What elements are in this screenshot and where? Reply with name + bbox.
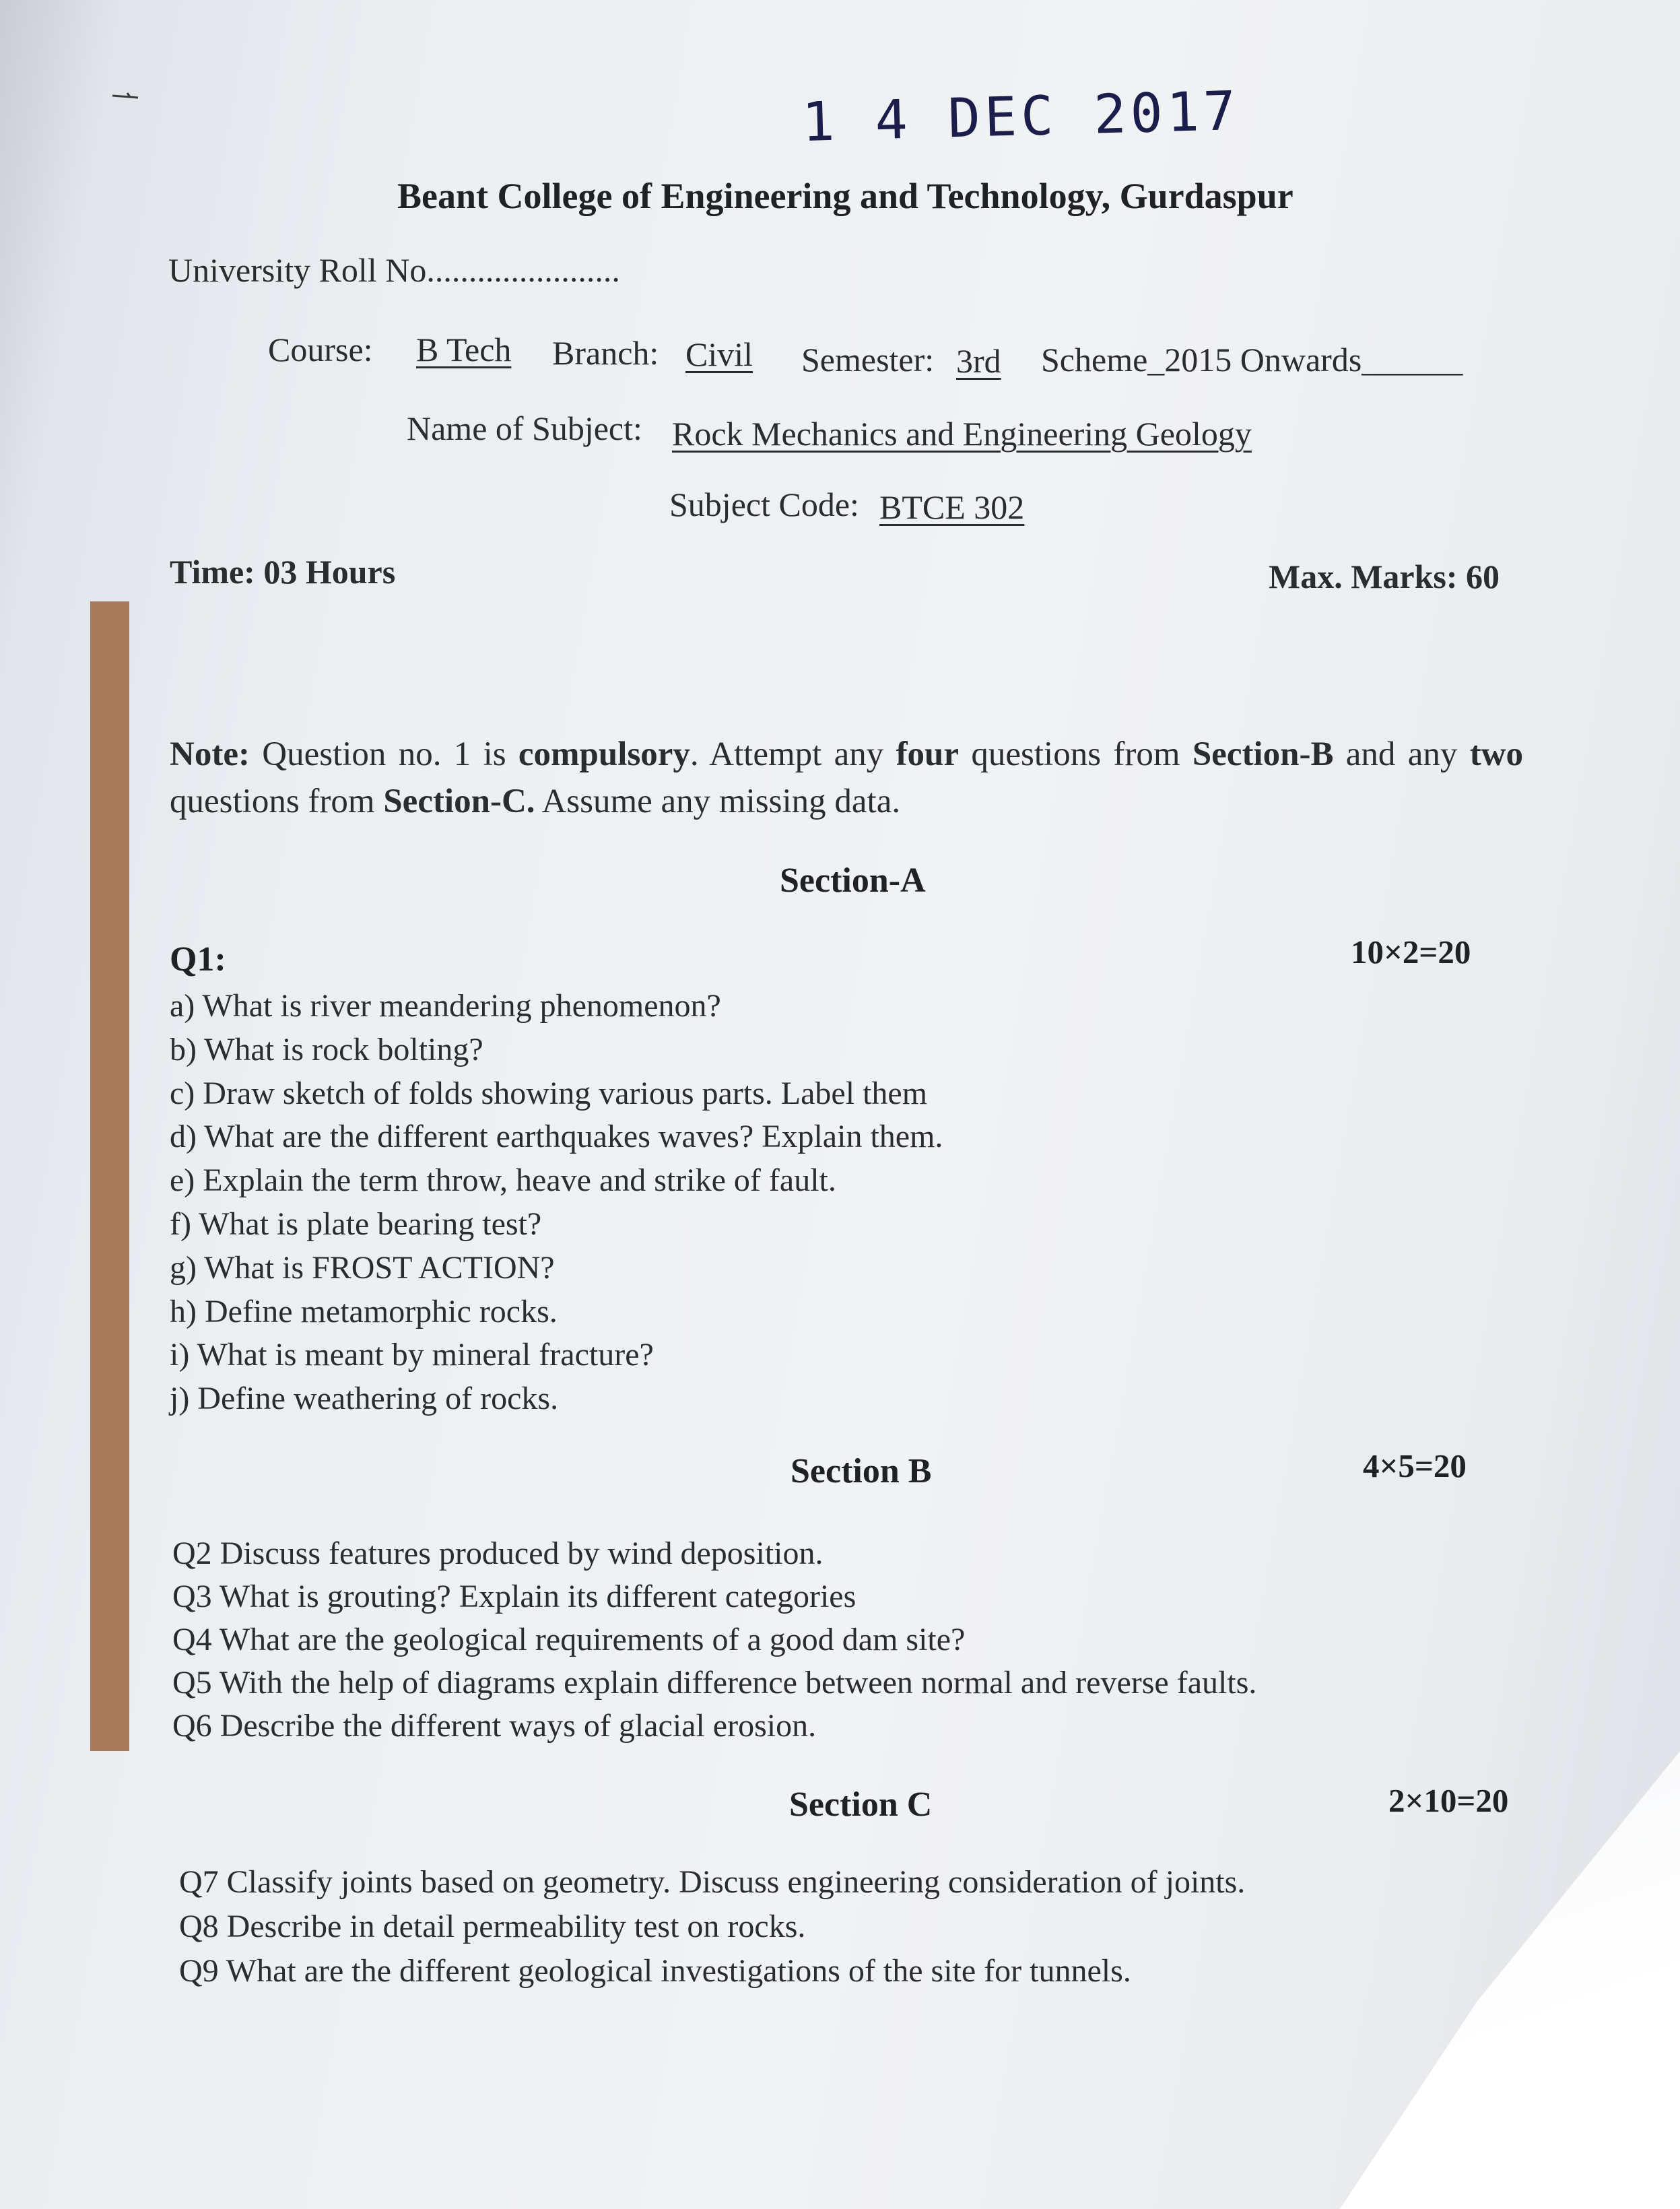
branch-value: Civil bbox=[685, 335, 753, 373]
section-b-title: Section B bbox=[791, 1452, 932, 1490]
note-text: questions from bbox=[971, 735, 1180, 773]
question-item: Q9 What are the different geological investigations of the site for tunnels. bbox=[179, 1953, 1131, 1989]
question-item: j) Define weathering of rocks. bbox=[170, 1381, 559, 1417]
branch-label: Branch: bbox=[552, 334, 659, 372]
question-item: g) What is FROST ACTION? bbox=[170, 1249, 555, 1286]
section-c-questions bbox=[179, 1860, 1245, 1993]
note-text: and any bbox=[1345, 735, 1458, 773]
question-item: b) What is rock bolting? bbox=[170, 1031, 483, 1067]
question-item: c) Draw sketch of folds showing various parts. Label them bbox=[170, 1075, 928, 1111]
section-a-title: Section-A bbox=[780, 861, 926, 900]
exam-time: Time: 03 Hours bbox=[170, 553, 396, 591]
note-emphasis: compulsory bbox=[518, 735, 690, 773]
scheme: Scheme_2015 Onwards______ bbox=[1041, 341, 1463, 378]
question-item: Q3 What is grouting? Explain its different categories bbox=[172, 1579, 856, 1614]
question-item: Q2 Discuss features produced by wind deposition. bbox=[172, 1536, 824, 1571]
binding-strip bbox=[90, 601, 129, 1751]
question-item: Q5 With the help of diagrams explain difference between normal and reverse faults. bbox=[172, 1665, 1257, 1701]
course-label: Course: bbox=[268, 331, 373, 368]
note-text: questions from bbox=[170, 783, 375, 820]
subject-code-label: Subject Code: bbox=[669, 486, 859, 523]
question-item: f) What is plate bearing test? bbox=[170, 1206, 542, 1242]
question-item: Q7 Classify joints based on geometry. Discuss engineering consideration of joints. bbox=[179, 1864, 1246, 1900]
institution-title: Beant College of Engineering and Technology, Gurdaspur bbox=[397, 176, 1293, 216]
question-item: Q6 Describe the different ways of glacial erosion. bbox=[172, 1708, 817, 1744]
semester-value: 3rd bbox=[956, 342, 1001, 380]
question-item: e) Explain the term throw, heave and strike of fault. bbox=[170, 1162, 836, 1199]
question-item: h) Define metamorphic rocks. bbox=[170, 1293, 558, 1329]
note-text: . Attempt any bbox=[690, 735, 884, 773]
question-item: i) What is meant by mineral fracture? bbox=[170, 1337, 654, 1373]
question-1-label: Q1: bbox=[170, 940, 226, 979]
question-item: Q8 Describe in detail permeability test on rocks. bbox=[179, 1909, 806, 1944]
note-emphasis: two bbox=[1469, 735, 1524, 773]
question-item: a) What is river meandering phenomenon? bbox=[170, 988, 721, 1024]
subject-label: Name of Subject: bbox=[407, 409, 642, 447]
note-label: Note: bbox=[170, 735, 250, 773]
section-a-questions bbox=[170, 985, 943, 1421]
section-c-marks: 2×10=20 bbox=[1388, 1782, 1509, 1819]
note-emphasis: Section-B bbox=[1192, 735, 1334, 773]
course-value: B Tech bbox=[416, 331, 512, 368]
section-c-title: Section C bbox=[789, 1785, 933, 1824]
note-text: Question no. 1 is bbox=[262, 735, 506, 773]
note-emphasis: four bbox=[896, 735, 960, 773]
section-b-marks: 4×5=20 bbox=[1363, 1447, 1467, 1484]
question-item: Q4 What are the geological requirements of a good dam site? bbox=[172, 1622, 966, 1657]
note-text: Assume any missing data. bbox=[541, 783, 901, 820]
roll-number: University Roll No....................... bbox=[168, 251, 620, 289]
max-marks: Max. Marks: 60 bbox=[1269, 558, 1500, 595]
note-emphasis: Section-C. bbox=[383, 783, 535, 820]
section-a-marks: 10×2=20 bbox=[1351, 933, 1471, 970]
subject-code: BTCE 302 bbox=[879, 488, 1025, 526]
question-item: d) What are the different earthquakes waves? Explain them. bbox=[170, 1119, 943, 1155]
subject-name: Rock Mechanics and Engineering Geology bbox=[672, 415, 1252, 453]
pen-mark bbox=[111, 91, 141, 100]
section-b-questions bbox=[172, 1532, 1256, 1748]
semester-label: Semester: bbox=[801, 341, 935, 378]
date-stamp: 1 4 DEC 2017 bbox=[801, 79, 1241, 154]
instructions-note bbox=[170, 731, 1523, 825]
